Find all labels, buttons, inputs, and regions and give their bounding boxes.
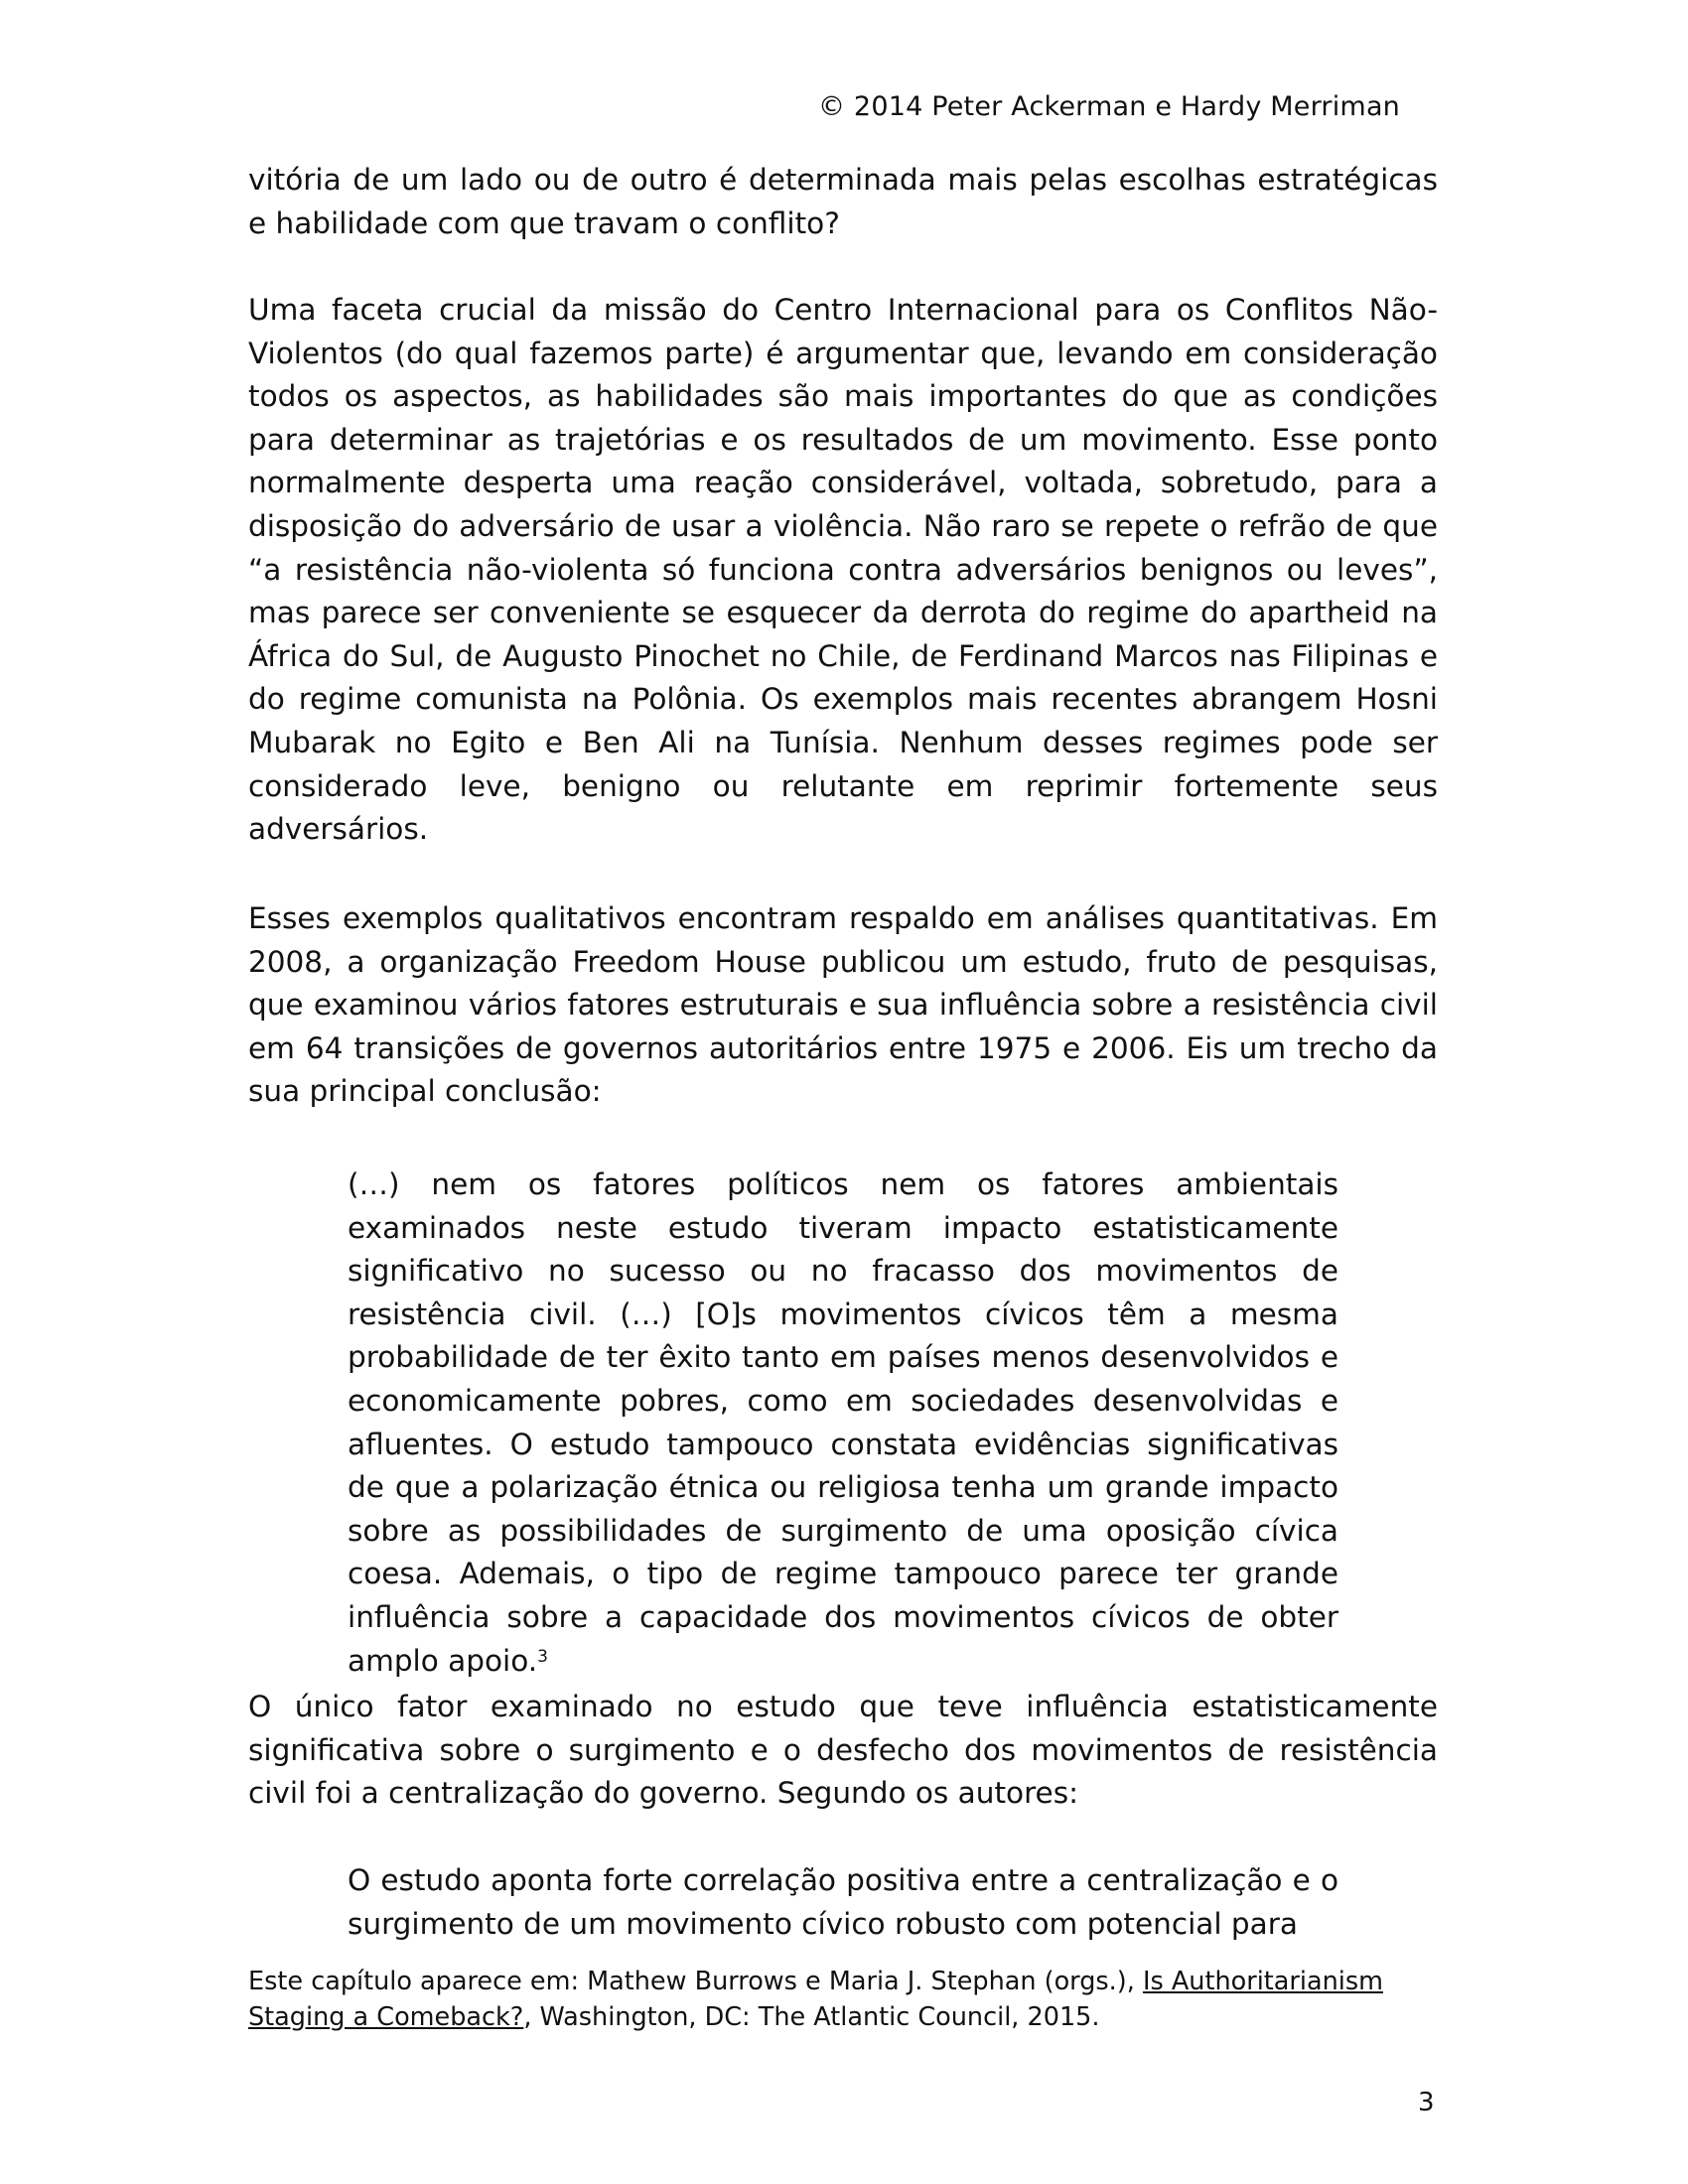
book-title-link[interactable]: Is Authoritarianism Staging a Comeback? — [248, 1967, 1383, 2032]
paragraph-centralization-factor: O único fator examinado no estudo que teve influência estatisticamente significativa sobre o surgimento e o desfecho dos movimentos de resistência civil foi a centralização do governo. Segundo os autores: — [248, 1690, 1438, 1811]
footnote-prefix: Este capítulo aparece em: Mathew Burrows e Maria J. Stephan (orgs.), — [248, 1967, 1143, 1996]
block-quote-centralization: O estudo aponta forte correlação positiva entre a centralização e o surgimento de um movimento cívico robusto com potencial para — [348, 1863, 1338, 1941]
block-quote-study-conclusion — [348, 1163, 1338, 1683]
footnote-reference[interactable]: 3 — [537, 1646, 548, 1667]
footnote-suffix: , Washington, DC: The Atlantic Council, 2015. — [523, 2002, 1100, 2032]
copyright-header: © 2014 Peter Ackerman e Hardy Merriman — [817, 91, 1400, 122]
chapter-source-footnote — [248, 1964, 1440, 2035]
page-number: 3 — [1418, 2088, 1435, 2117]
paragraph-intro-continuation: vitória de um lado ou de outro é determinada mais pelas escolhas estratégicas e habilidade com que travam o conflito? — [248, 163, 1438, 240]
paragraph-freedom-house-study: Esses exemplos qualitativos encontram respaldo em análises quantitativas. Em 2008, a organização Freedom House publicou um estudo, fruto de pesquisas, que examinou vários fatores estruturais e sua influência sobre a resistência civil em 64 transições de governos autoritários entre 1975 e 2006. Eis um trecho da sua principal conclusão: — [248, 901, 1438, 1109]
block-quote-text: (…) nem os fatores políticos nem os fatores ambientais examinados neste estudo tiveram impacto estatisticamente significativo no sucesso ou no fracasso dos movimentos de resistência civil. (…) [O]s movimentos cívicos têm a mesma probabilidade de ter êxito tanto em países menos desenvolvidos e economicamente pobres, como em sociedades desenvolvidas e afluentes. O estudo tampouco constata evidências significativas de que a polarização étnica ou religiosa tenha um grande impacto sobre as possibilidades de surgimento de uma oposição cívica coesa. Ademais, o tipo de regime tampouco parece ter grande influência sobre a capacidade dos movimentos cívicos de obter amplo apoio. — [348, 1167, 1338, 1678]
paragraph-icnc-mission: Uma faceta crucial da missão do Centro Internacional para os Conflitos Não-Violentos (do qual fazemos parte) é argumentar que, levando em consideração todos os aspectos, as habilidades são mais importantes do que as condições para determinar as trajetórias e os resultados de um movimento. Esse ponto normalmente desperta uma reação considerável, voltada, sobretudo, para a disposição do adversário de usar a violência. Não raro se repete o refrão de que “a resistência não-violenta só funciona contra adversários benignos ou leves”, mas parece ser conveniente se esquecer da derrota do regime do apartheid na África do Sul, de Augusto Pinochet no Chile, de Ferdinand Marcos nas Filipinas e do regime comunista na Polônia. Os exemplos mais recentes abrangem Hosni Mubarak no Egito e Ben Ali na Tunísia. Nenhum desses regimes pode ser considerado leve, benigno ou relutante em reprimir fortemente seus adversários. — [248, 293, 1438, 847]
